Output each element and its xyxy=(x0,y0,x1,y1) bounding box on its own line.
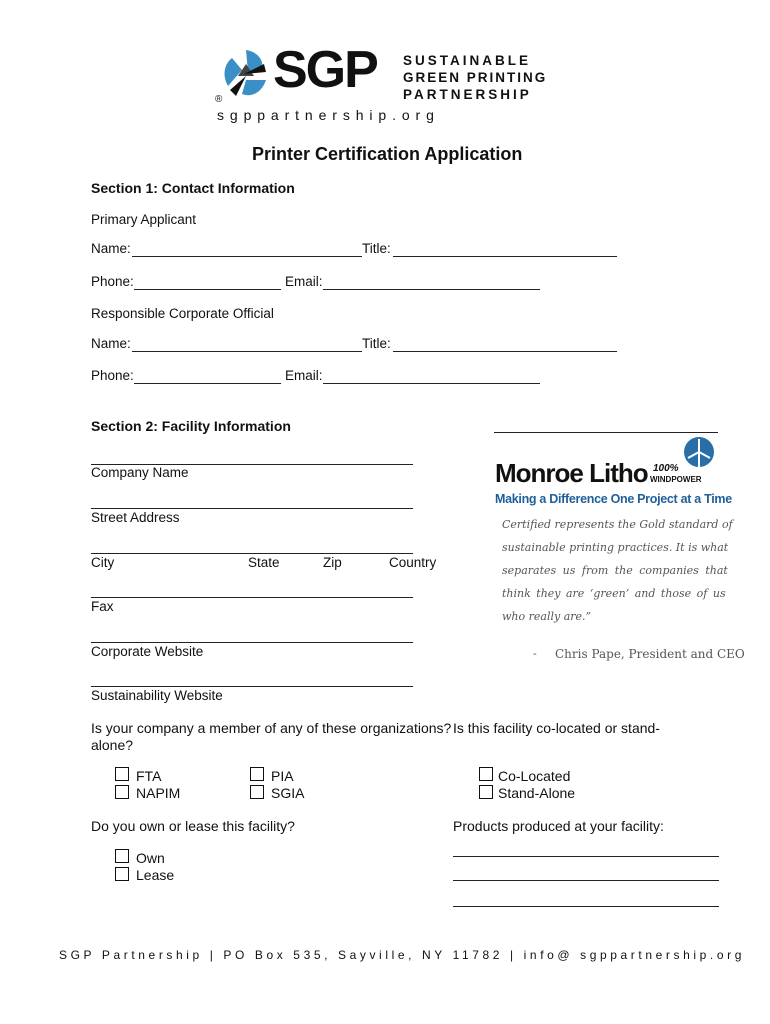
label-co-located: Co-Located xyxy=(498,768,571,784)
fax-label: Fax xyxy=(91,599,114,614)
section2-heading: Section 2: Facility Information xyxy=(91,418,291,434)
website-text: s g p p a r t n e r s h i p . o r g xyxy=(217,107,435,123)
label-lease: Lease xyxy=(136,867,175,883)
fax-field[interactable] xyxy=(91,597,413,598)
label-fta: FTA xyxy=(136,768,162,784)
registered-mark: ® xyxy=(215,94,223,105)
checkbox-lease[interactable] xyxy=(115,867,129,881)
label-stand-alone: Stand-Alone xyxy=(498,785,576,801)
checkbox-co-located[interactable] xyxy=(479,767,493,781)
sgp-logo xyxy=(215,41,555,124)
quote-line-1: Certified represents the Gold standard of xyxy=(502,518,733,531)
logo-line3: PARTNERSHIP xyxy=(403,87,532,102)
wind-turbine-icon xyxy=(682,436,716,476)
street-address-field[interactable] xyxy=(91,508,413,509)
logo-line2: GREEN PRINTING xyxy=(403,70,548,85)
ad-tagline: Making a Difference One Project at a Time xyxy=(495,492,732,506)
zip-label: Zip xyxy=(323,555,342,570)
city-state-zip-field[interactable] xyxy=(91,553,413,554)
membership-question-cont: alone? xyxy=(91,737,134,753)
name-field[interactable] xyxy=(132,256,362,257)
quote-line-2: sustainable printing practices. It is what xyxy=(502,541,729,554)
label-napim: NAPIM xyxy=(136,785,181,801)
city-label: City xyxy=(91,555,115,570)
label-pia: PIA xyxy=(271,768,294,784)
corporate-official-label: Responsible Corporate Official xyxy=(91,306,274,321)
checkbox-napim[interactable] xyxy=(115,785,129,799)
quote-attribution: Chris Pape, President and CEO xyxy=(555,647,745,661)
windpower-badge-2: WINDPOWER xyxy=(650,475,702,484)
logo-text: SGP xyxy=(273,41,377,99)
quote-dash: - xyxy=(533,647,537,660)
official-title-field[interactable] xyxy=(393,351,617,352)
products-field-3[interactable] xyxy=(453,906,719,907)
footer-contact: SGP Partnership | PO Box 535, Sayville, NY 11782 | info@ sgppartnership.org xyxy=(59,948,745,962)
label-sgia: SGIA xyxy=(271,785,305,801)
membership-question: Is your company a member of any of these organizations? xyxy=(91,720,452,736)
checkbox-fta[interactable] xyxy=(115,767,129,781)
label-own: Own xyxy=(136,850,165,866)
title-label: Title: xyxy=(362,241,391,256)
official-name-field[interactable] xyxy=(132,351,362,352)
country-label: Country xyxy=(389,555,437,570)
checkbox-pia[interactable] xyxy=(250,767,264,781)
email-field[interactable] xyxy=(323,289,540,290)
title-field[interactable] xyxy=(393,256,617,257)
official-email-field[interactable] xyxy=(323,383,540,384)
sustainability-website-label: Sustainability Website xyxy=(91,688,223,703)
phone-field[interactable] xyxy=(134,289,281,290)
primary-applicant-label: Primary Applicant xyxy=(91,212,197,227)
sustainability-website-field[interactable] xyxy=(91,686,413,687)
own-lease-question: Do you own or lease this facility? xyxy=(91,818,295,834)
email-label: Email: xyxy=(285,274,323,289)
quote-line-3: separates us from the companies that xyxy=(502,564,728,577)
phone-label: Phone: xyxy=(91,368,134,383)
monroe-litho-ad xyxy=(494,436,732,512)
products-question: Products produced at your facility: xyxy=(453,818,664,834)
corporate-website-field[interactable] xyxy=(91,642,413,643)
checkbox-sgia[interactable] xyxy=(250,785,264,799)
company-name-label: Company Name xyxy=(91,465,189,480)
windpower-badge-1: 100% xyxy=(653,463,679,474)
colocated-question: Is this facility co-located or stand- xyxy=(453,720,660,736)
quote-line-5: who really are.” xyxy=(502,610,592,623)
checkbox-stand-alone[interactable] xyxy=(479,785,493,799)
pinwheel-icon xyxy=(218,46,274,102)
checkbox-own[interactable] xyxy=(115,849,129,863)
page-title: Printer Certification Application xyxy=(252,144,523,164)
street-address-label: Street Address xyxy=(91,510,180,525)
email-label: Email: xyxy=(285,368,323,383)
quote-line-4: think they are ‘green’ and those of us xyxy=(502,587,726,600)
products-field-1[interactable] xyxy=(453,856,719,857)
logo-line1: SUSTAINABLE xyxy=(403,53,532,68)
phone-label: Phone: xyxy=(91,274,134,289)
name-label: Name: xyxy=(91,336,131,351)
corporate-website-label: Corporate Website xyxy=(91,644,204,659)
section1-heading: Section 1: Contact Information xyxy=(91,180,295,196)
ad-top-rule xyxy=(494,432,718,433)
products-field-2[interactable] xyxy=(453,880,719,881)
title-label: Title: xyxy=(362,336,391,351)
official-phone-field[interactable] xyxy=(134,383,281,384)
monroe-brand: Monroe Litho xyxy=(495,458,648,488)
name-label: Name: xyxy=(91,241,131,256)
state-label: State xyxy=(248,555,280,570)
